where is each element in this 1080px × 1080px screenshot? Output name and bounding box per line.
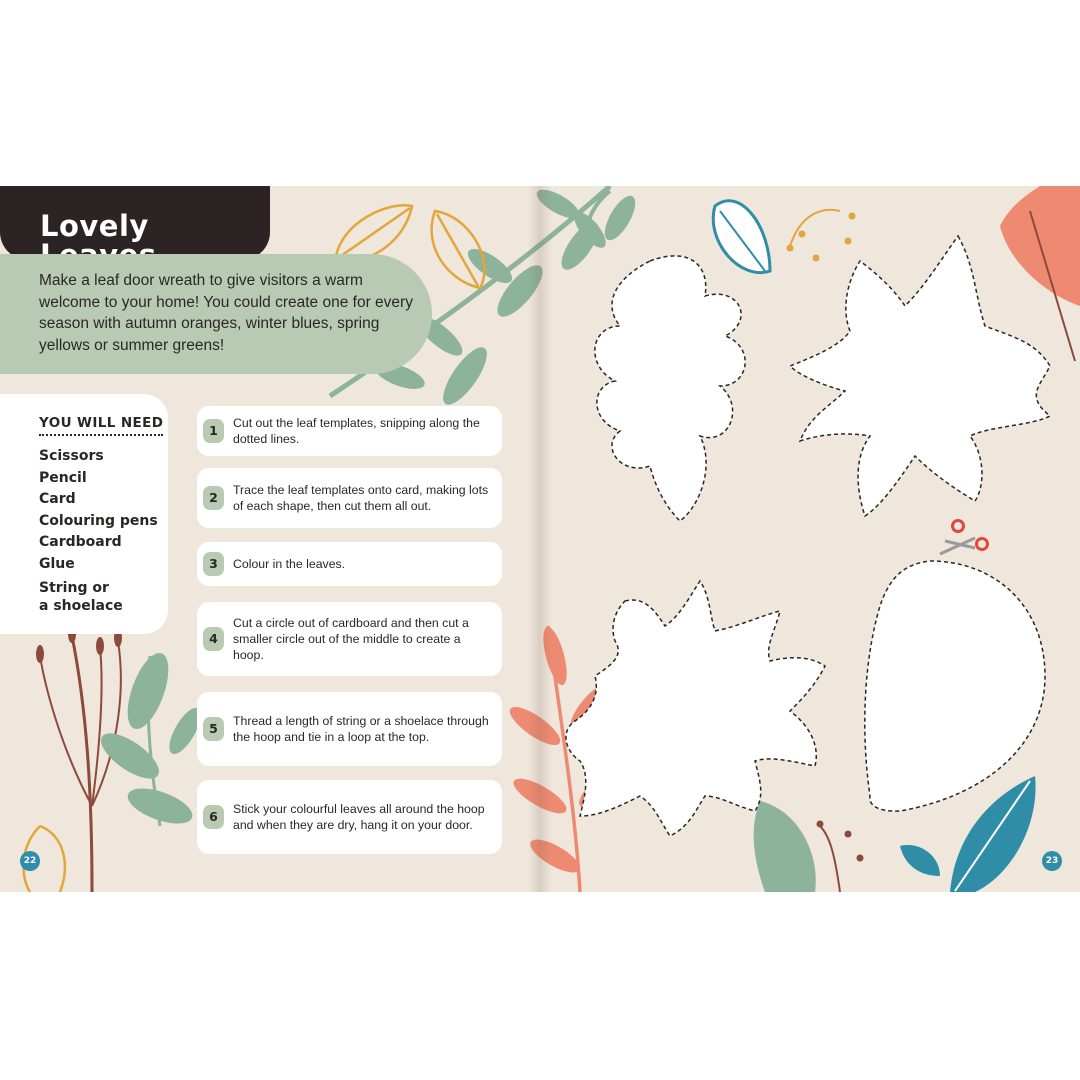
list-item: Card — [39, 491, 76, 507]
step-number: 2 — [203, 486, 224, 510]
step-text: Stick your colourful leaves all around the hoop and when they are dry, hang it on your door. — [233, 802, 485, 832]
list-item: String or — [39, 580, 109, 596]
step-number: 1 — [203, 419, 224, 443]
list-item: Pencil — [39, 469, 87, 486]
book-spread — [0, 186, 1080, 892]
oak-leaf-template — [595, 256, 745, 521]
step-card — [197, 406, 502, 456]
jagged-leaf-template — [566, 581, 825, 836]
step-text: Cut out the leaf templates, snipping along the dotted lines. — [233, 416, 480, 446]
title-banner — [18, 186, 270, 260]
step-number: 6 — [203, 805, 224, 829]
you-will-need-list — [39, 446, 158, 615]
step-number: 3 — [203, 552, 224, 576]
list-item: Scissors — [39, 448, 104, 464]
round-leaf-template — [865, 561, 1045, 811]
you-will-need-heading: YOU WILL NEED — [39, 415, 163, 436]
list-item: a shoelace — [39, 598, 123, 614]
step-number: 5 — [203, 717, 224, 741]
intro-text: Make a leaf door wreath to give visitors a warm welcome to your home! You could create one for every season with autumn oranges, winter blues, spring yellows or summer greens! — [39, 272, 413, 354]
step-card — [197, 542, 502, 586]
step-number: 4 — [203, 627, 224, 651]
step-text: Trace the leaf templates onto card, making lots of each shape, then cut them all out. — [233, 483, 489, 513]
book-gutter — [528, 186, 552, 892]
bottom-left-plants — [23, 625, 206, 892]
step-card — [197, 602, 502, 676]
page-number-right: 23 — [1042, 851, 1062, 871]
step-text: Thread a length of string or a shoelace through the hoop and tie in a loop at the top. — [233, 714, 489, 744]
step-text: Cut a circle out of cardboard and then cut a smaller circle out of the middle to create a hoop. — [233, 616, 469, 662]
step-card — [197, 468, 502, 528]
step-card — [197, 780, 502, 854]
page-title: Lovely — [40, 209, 149, 243]
list-item: Cardboard — [39, 534, 122, 550]
step-text: Colour in the leaves. — [233, 557, 346, 571]
maple-leaf-template — [790, 236, 1050, 516]
step-card — [197, 692, 502, 766]
scissors-icon — [940, 521, 988, 555]
page-number-left: 22 — [20, 851, 40, 871]
list-item: Colouring pens — [39, 512, 158, 529]
list-item: Glue — [39, 555, 75, 572]
